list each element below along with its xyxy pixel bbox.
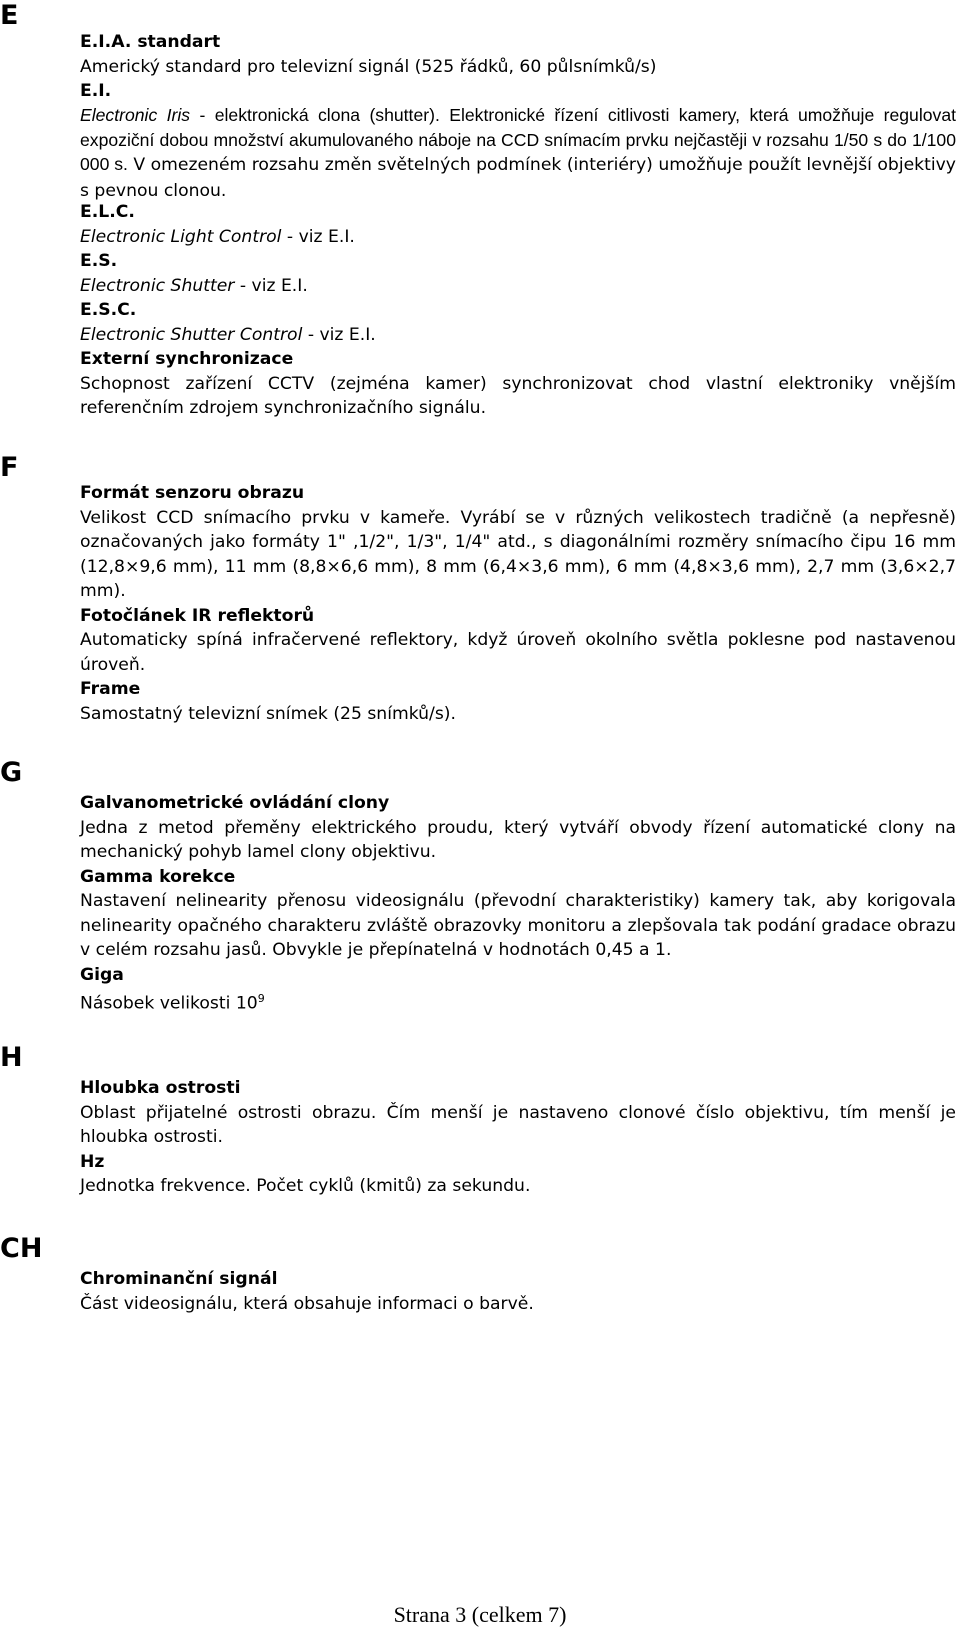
definition-externi-synchronizace: Schopnost zařízení CCTV (zejména kamer) synchronizovat chod vlastní elektroniky vnějším referenčním zdrojem synchronizačního signálu.	[80, 373, 956, 418]
term-chrominancni-signal: Chrominanční signál	[80, 1269, 278, 1289]
section-e-entries	[80, 30, 956, 104]
ei-definition-text: - elektronická clona (shutter). Elektronické řízení citlivosti kamery, která umožňuje regulovat expoziční dobou množství akumulovaného náboje na CCD snímacím prvku nejčastěji v rozsahu 1/50 s do 1/100 000 s.	[80, 105, 956, 174]
term-giga: Giga	[80, 964, 124, 985]
section-letter-e: E	[0, 0, 19, 31]
esc-name: Electronic Shutter Control	[80, 324, 303, 345]
section-h-entries	[80, 1076, 956, 1199]
section-ch-entries	[80, 1267, 956, 1316]
elc-definition: - viz E.I.	[281, 226, 355, 247]
term-ei: E.I.	[80, 81, 112, 101]
section-letter-h: H	[0, 1042, 23, 1073]
es-definition: - viz E.I.	[234, 275, 308, 296]
term-hz: Hz	[80, 1151, 105, 1172]
giga-exponent: 9	[257, 992, 265, 1005]
section-letter-g: G	[0, 757, 23, 788]
definition-frame: Samostatný televizní snímek (25 snímků/s).	[80, 703, 456, 724]
definition-fotoclanek: Automaticky spíná infračervené reflektory, když úroveň okolního světla poklesne pod nastavenou úroveň.	[80, 630, 956, 675]
definition-chrominancni-signal: Část videosignálu, která obsahuje informaci o barvě.	[80, 1293, 534, 1314]
definition-format-senzoru: Velikost CCD snímacího prvku v kameře. Vyrábí se v různých velikostech tradičně (a nepřesně) označovaných jako formáty 1" ,1/2", 1/3", 1/4" atd., s diagonálními rozměry snímacího čipu 16 mm (12,8×9,6 mm), 11 mm (8,8×6,6 mm), 8 mm (6,4×3,6 mm), 6 mm (4,8×3,6 mm), 2,7 mm (3,6×2,7 mm).	[80, 507, 956, 601]
definition-hz: Jednotka frekvence. Počet cyklů (kmitů) za sekundu.	[80, 1176, 531, 1196]
esc-definition: - viz E.I.	[302, 324, 376, 345]
term-fotoclanek: Fotočlánek IR reflektorů	[80, 605, 315, 626]
section-e-entries-2	[80, 200, 956, 421]
term-gamma: Gamma korekce	[80, 866, 236, 887]
elc-name: Electronic Light Control	[80, 226, 282, 247]
term-externi-synchronizace: Externí synchronizace	[80, 349, 294, 369]
ei-definition-text-2: V omezeném rozsahu změn světelných podmínek (interiéry) umožňuje použít levnější objektivy s pevnou clonou.	[80, 155, 956, 201]
term-es: E.S.	[80, 251, 118, 271]
definition-hloubka-ostrosti: Oblast přijatelné ostrosti obrazu. Čím menší je nastaveno clonové číslo objektivu, tím menší je hloubka ostrosti.	[80, 1102, 956, 1147]
page-footer: Strana 3 (celkem 7)	[393, 1602, 567, 1627]
section-letter-ch: CH	[0, 1233, 43, 1264]
term-galvanometricke: Galvanometrické ovládání clony	[80, 793, 390, 813]
term-eia: E.I.A. standart	[80, 32, 221, 52]
term-hloubka-ostrosti: Hloubka ostrosti	[80, 1078, 241, 1098]
term-frame: Frame	[80, 679, 141, 699]
section-g-entries	[80, 791, 956, 1016]
es-name: Electronic Shutter	[80, 275, 235, 296]
term-esc: E.S.C.	[80, 300, 137, 320]
term-elc: E.L.C.	[80, 202, 135, 222]
definition-eia: Americký standard pro televizní signál (525 řádků, 60 půlsnímků/s)	[80, 56, 657, 77]
definition-ei	[80, 103, 956, 203]
section-f-entries	[80, 481, 956, 726]
ei-name: Electronic Iris	[80, 105, 191, 125]
section-letter-f: F	[0, 452, 19, 483]
definition-galvanometricke: Jedna z metod přeměny elektrického proudu, který vytváří obvody řízení automatické clony na mechanický pohyb lamel clony objektivu.	[80, 817, 956, 862]
definition-giga: Násobek velikosti 10	[80, 993, 258, 1014]
definition-gamma: Nastavení nelinearity přenosu videosignálu (převodní charakteristiky) kamery tak, aby korigovala nelinearity opačného charakteru zvláště obrazovky monitoru a zlepšovala tak podání gradace obrazu v celém rozsahu jasů. Obvykle je přepínatelná v hodnotách 0,45 a 1.	[80, 891, 956, 960]
term-format-senzoru: Formát senzoru obrazu	[80, 483, 305, 503]
